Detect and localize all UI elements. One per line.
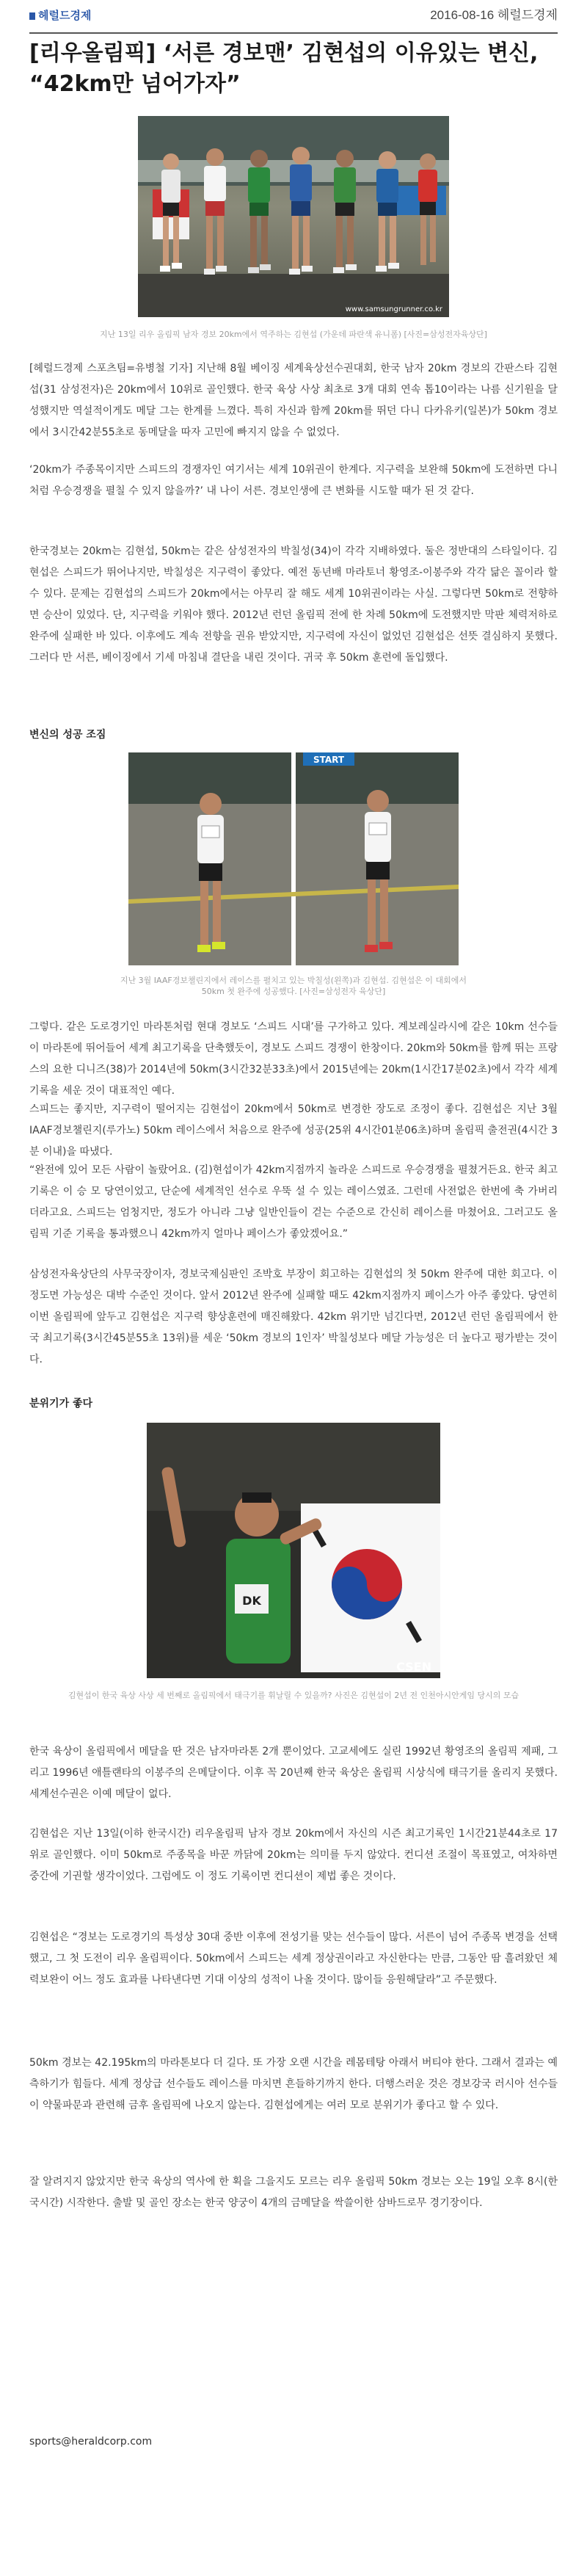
paragraph-1: [헤럴드경제 스포츠팀=유병철 기자] 지난해 8월 베이징 세계육상선수권대회, 한국 남자 20km 경보의 간판스타 김현섭(31 삼성전자)은 20km에서 10위로 골인했다. 한국 육상 사상 최초로 3개 대회 연속 톱10이라는 나름 신기원을 달성했지만 역설적이게도 메달 그는 한계를 느꼈다. 특히 자신과 함께 20km를 뛰던 다니 다카유키(일본)가 50km 경보에서 3시간42분55초로 동메달을 따자 고민에 빠지지 않을 수 없었다. xyxy=(29,363,558,438)
paragraph-8: 한국 육상이 올림픽에서 메달을 딴 것은 남자마라톤 2개 뿐이었다. 고교세에도 실린 1992년 황영조의 올림픽 제패, 그리고 1996년 애틀랜타의 이봉주의 은메달이다. 이후 꼭 20년째 한국 육상은 올림픽 시상식에 태극기를 올리지 못했다. 세계선수권은 이예 메달이 없다. xyxy=(29,1746,558,1800)
subhead-good-atmosphere: 분위기가 좋다 xyxy=(29,1398,93,1409)
paragraph-10: 김현섭은 “경보는 도로경기의 특성상 30대 중반 이후에 전성기를 맞는 선수들이 많다. 서른이 넘어 주종목 변경을 선택했고, 그 첫 도전이 리우 올림픽이다. 50km에서 스피드는 세계 정상권이라고 자신한다는 만큼, 그동안 땀 흘려왔던 체력보완이 어느 정도 효과를 나타낸다면 기대 이상의 성적이 나올 것이다. 많이들 응원해달라”고 주문했다. xyxy=(29,1931,558,1986)
article-headline: [리우올림픽] ‘서른 경보맨’ 김현섭의 이유있는 변신, “42km만 넘어가자” xyxy=(29,40,539,97)
start-banner-text: START xyxy=(313,755,345,765)
paragraph-4: 그렇다. 같은 도로경기인 마라톤처럼 현대 경보도 ‘스피드 시대’를 구가하고 있다. 계보레실라시에 같은 10km 선수들이 마라톤에 뛰어들어 세계 최고기록을 단축했듯이, 경보도 스피드 경쟁이 한창이다. 20km와 50km를 함께 뛰는 프랑스의 요한 디니즈(38)가 2014년에 50km(3시간32분33초)에서 2015년에는 20km(1시간17분02초)에서 각각 세계기록을 세운 것이 대표적인 예다. xyxy=(29,1021,558,1097)
photo3-watermark: CSEN xyxy=(396,1660,431,1674)
two-walkers-photo xyxy=(128,752,459,965)
paragraph-6: “완전에 있어 모든 사람이 놀랐어요. (김)현섭이가 42km지점까지 놀라운 스피드로 우승경쟁을 펼쳤거든요. 한국 최고기록은 이 승 모 당연이었고, 단순에 세계적인 선수로 우뚝 설 수 있는 레이스였죠. 그런데 사전없은 한번에 축 가버리더라고요. 스피드는 엄청지만, 정도가 아니라 그냥 일반인들이 걷는 수준으로 간신히 레이스를 마쳤어요. 그러고도 올림픽 기준 기록을 통과했으니 42km까지 얼마나 페이스가 좋았겠어요.” xyxy=(29,1164,558,1240)
race-walkers-photo xyxy=(138,116,449,317)
reporter-email[interactable]: sports@heraldcorp.com xyxy=(29,2436,153,2448)
athlete-bib-text: DK xyxy=(242,1594,261,1608)
logo-mark-icon xyxy=(29,12,35,20)
photo2-caption: 지난 3월 IAAF경보챌린지에서 레이스를 펼치고 있는 박칠성(왼쪽)과 김현섭. 김현섭은 이 대회에서 50km 첫 완주에 성공했다. [사진=삼성전자 육상단] xyxy=(120,976,467,996)
paragraph-2: ‘20km가 주종목이지만 스피드의 경쟁자인 여기서는 세계 10위권이 한계다. 지구력을 보완해 50km에 도전하면 다니처럼 우승경쟁을 펼칠 수 있지 않을까?’ 내 나이 서른. 경보인생에 큰 변화를 시도할 때가 된 것 같다. xyxy=(29,464,558,497)
newspaper-logo xyxy=(29,7,91,23)
photo1-watermark: www.samsungrunner.co.kr xyxy=(345,305,442,313)
paragraph-9: 김현섭은 지난 13일(이하 한국시간) 리우올림픽 남자 경보 20km에서 자신의 시즌 최고기록인 1시간21분44초로 17위로 골인했다. 이미 50km로 주종목을 바꾼 까닭에 20km는 의미를 두지 않았다. 컨디션 조절이 목표였고, 여차하면 중간에 기권할 생각이었다. 그럼에도 이 정도 기록이면 컨디션이 제법 좋은 것이다. xyxy=(29,1828,558,1882)
paragraph-12: 잘 알려지지 않았지만 한국 육상의 역사에 한 획을 그을지도 모르는 리우 올림픽 50km 경보는 오는 19일 오후 8시(한국시간) 시작한다. 출발 및 골인 장소는 한국 양궁이 4개의 금메달을 싹쓸이한 삼바드로무 경기장이다. xyxy=(29,2176,558,2209)
photo1-caption: 지난 13일 리우 올림픽 남자 경보 20km에서 역주하는 김현섭 (가운데 파란색 유니폼) [사진=삼성전자육상단] xyxy=(100,330,487,339)
photo3-caption: 김현섭이 한국 육상 사상 세 번째로 올림픽에서 태극기를 휘날릴 수 있을까? 사진은 김현섭이 2년 전 인천아시안게임 당시의 모습 xyxy=(68,1691,519,1700)
subhead-success-signs: 변신의 성공 조짐 xyxy=(29,729,106,741)
publication-date: 2016-08-16 헤럴드경제 xyxy=(430,8,558,22)
paragraph-7: 삼성전자육상단의 사무국장이자, 경보국제심판인 조박호 부장이 회고하는 김현섭의 첫 50km 완주에 대한 회고다. 이 정도면 가능성은 대박 수준인 것이다. 앞서 2012년 완주에 실패할 때도 42km지점까지 페이스가 아주 좋았다. 당연히 이번 올림픽에 앞두고 김현섭은 지구력 향상훈련에 매진해왔다. 42km 위기만 넘긴다면, 2012년 런던 올림픽에서 한국 최고기록(3시간45분55초 13위)를 세운 ‘50km 경보의 1인자’ 박칠성보다 메달 가능성은 더 높다고 평가받는 것이다. xyxy=(29,1269,558,1365)
paragraph-3: 한국경보는 20km는 김현섭, 50km는 같은 삼성전자의 박칠성(34)이 각각 지배하였다. 둘은 정반대의 스타일이다. 김현섭은 스피드가 뛰어나지만, 박칠성은 지구력이 좋았다. 예전 동년배 마라토너 황영조-이봉주와 각각 닮은 꼴이라 할 수 있다. 문제는 김현섭의 스피드가 20km에서는 아무리 잘 해도 세계 10위권이라는 사실. 그렇다면 50km로 전향하면 승산이 있었다. 단, 지구력을 키워야 했다. 2012년 런던 올림픽 전에 한 차례 50km에 도전했지만 막판 체력저하로 완주에 실패한 바 있다. 이후에도 계속 전향을 권유 받았지만, 지구력에 자신이 없었던 김현섭은 선뜻 결심하지 못했다. 그러다 만 서른, 베이징에서 기세 마침내 결단을 내린 것이다. 귀국 후 50km 훈련에 돌입했다. xyxy=(29,545,558,664)
logo-text: 헤럴드경제 xyxy=(38,10,92,22)
athlete-flag-photo xyxy=(147,1423,440,1678)
paragraph-11: 50km 경보는 42.195km의 마라톤보다 더 길다. 또 가장 오랜 시간을 레몸테탕 아래서 버티야 한다. 그래서 결과는 예측하기가 힘들다. 세계 정상급 선수들도 레이스를 마치면 흔들하기까지 한다. 더행스러운 것은 경보강국 러시아 선수들이 약물파문과 관련해 금후 올림픽에 나오지 않는다. 김현섭에게는 여러 모로 분위기가 좋다고 할 수 있다. xyxy=(29,2057,558,2111)
masthead xyxy=(29,0,558,34)
paragraph-5: 스피드는 좋지만, 지구력이 떨어지는 김현섭이 20km에서 50km로 변경한 장도로 조정이 좋다. 김현섭은 지난 3월 IAAF경보챌린지(루가노) 50km 레이스에서 처음으로 완주에 성공(25위 4시간01분06초)하며 올림픽 출전권(4시간 3분 이내)을 따냈다. xyxy=(29,1103,558,1158)
